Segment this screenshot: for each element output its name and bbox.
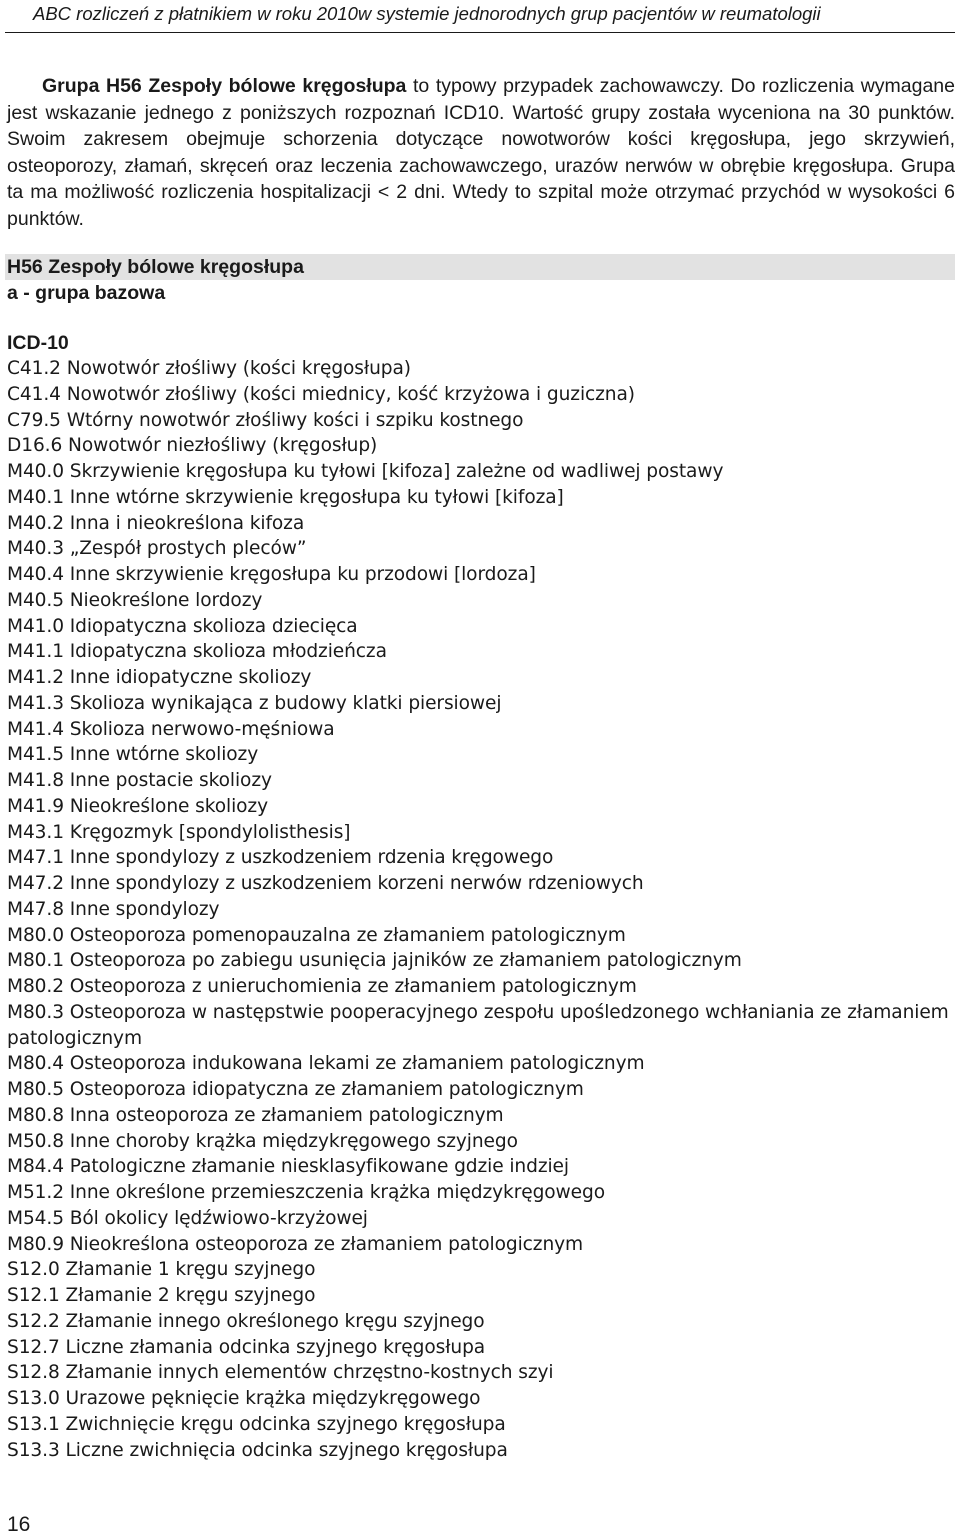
icd-code-item: S12.2 Złamanie innego określonego kręgu szyjnego: [7, 1310, 485, 1332]
icd-code-item: M84.4 Patologiczne złamanie niesklasyfikowane gdzie indziej: [7, 1156, 569, 1178]
section-title: H56 Zespoły bólowe kręgosłupa: [7, 256, 304, 278]
icd-code-item: M41.5 Inne wtórne skoliozy: [7, 744, 259, 766]
header-rule: [5, 32, 955, 33]
icd-code-item: M40.5 Nieokreślone lordozy: [7, 589, 263, 611]
icd-code-item: M41.2 Inne idiopatyczne skoliozy: [7, 667, 312, 688]
icd-code-item: M54.5 Ból okolicy lędźwiowo-krzyżowej: [7, 1207, 368, 1229]
icd-code-item: M80.2 Osteoporoza z unieruchomienia ze złamaniem patologicznym: [7, 976, 637, 997]
icd-code-list: [7, 356, 957, 1463]
icd-code-item: M80.1 Osteoporoza po zabiegu usunięcia jajników ze złamaniem patologicznym: [7, 950, 742, 972]
intro-paragraph: [7, 73, 955, 233]
icd-code-item: M80.4 Osteoporoza indukowana lekami ze złamaniem patologicznym: [7, 1053, 645, 1075]
icd-code-item: S13.0 Urazowe pęknięcie krążka międzykręgowego: [7, 1388, 481, 1409]
icd-code-item: M40.1 Inne wtórne skrzywienie kręgosłupa ku tyłowi [kifoza]: [7, 486, 564, 508]
icd-code-item: S13.1 Zwichnięcie kręgu odcinka szyjnego kręgosłupa: [7, 1413, 506, 1435]
icd-code-item: M40.3 „Zespół prostych pleców”: [7, 538, 307, 560]
running-header: ABC rozliczeń z płatnikiem w roku 2010w systemie jednorodnych grup pacjentów w reumatologii: [33, 3, 821, 24]
icd-code-item: S12.1 Złamanie 2 kręgu szyjnego: [7, 1285, 316, 1306]
icd-code-item: M40.0 Skrzywienie kręgosłupa ku tyłowi [kifoza] zależne od wadliwej postawy: [7, 461, 724, 482]
icd-code-item: M41.3 Skolioza wynikająca z budowy klatki piersiowej: [7, 692, 502, 714]
icd-code-item: M43.1 Kręgozmyk [spondylolisthesis]: [7, 821, 351, 843]
icd-code-item: M41.4 Skolioza nerwowo-męśniowa: [7, 718, 335, 740]
icd-code-item: M80.3 Osteoporoza w następstwie pooperacyjnego zespołu upośledzonego wchłaniania ze złamaniem patologicznym: [7, 1001, 949, 1049]
icd-code-item: C41.2 Nowotwór złośliwy (kości kręgosłupa): [7, 358, 411, 379]
icd-code-item: M47.1 Inne spondylozy z uszkodzeniem rdzenia kręgowego: [7, 847, 554, 869]
icd-code-item: C79.5 Wtórny nowotwór złośliwy kości i szpiku kostnego: [7, 409, 524, 431]
icd-code-item: M41.1 Idiopatyczna skolioza młodzieńcza: [7, 641, 387, 663]
icd-code-item: S12.7 Liczne złamania odcinka szyjnego kręgosłupa: [7, 1336, 486, 1358]
icd-code-item: M47.8 Inne spondylozy: [7, 898, 220, 920]
icd-code-item: M80.0 Osteoporoza pomenopauzalna ze złamaniem patologicznym: [7, 924, 626, 946]
icd-code-item: M80.5 Osteoporoza idiopatyczna ze złamaniem patologicznym: [7, 1079, 584, 1100]
intro-body: to typowy przypadek zachowawczy. Do rozliczenia wymagane jest wskazanie jednego z poniższych rozpoznań ICD10. Wartość grupy została wyceniona na 30 punktów. Swoim zakresem obejmuje schorzenia dotyczące nowotworów kości kręgosłupa, jego skrzywień, osteoporozy, złamań, skręceń oraz leczenia zachowawczego, urazów nerwów w obrębie kręgosłupa. Grupa ta ma możliwość rozliczenia hospitalizacji < 2 dni. Wtedy to szpital może otrzymać przychód w wysokości 6 punktów.: [7, 75, 955, 230]
icd-code-item: S12.0 Złamanie 1 kręgu szyjnego: [7, 1259, 316, 1281]
icd-code-item: M40.4 Inne skrzywienie kręgosłupa ku przodowi [lordoza]: [7, 564, 536, 585]
intro-lead-bold: Grupa H56 Zespoły bólowe kręgosłupa: [42, 75, 407, 97]
icd-code-item: M47.2 Inne spondylozy z uszkodzeniem korzeni nerwów rdzeniowych: [7, 873, 644, 894]
page-number: 16: [7, 1513, 31, 1536]
icd-code-item: M40.2 Inna i nieokreślona kifoza: [7, 512, 305, 534]
icd-heading: ICD-10: [7, 332, 69, 354]
icd-code-item: M50.8 Inne choroby krążka międzykręgowego szyjnego: [7, 1130, 518, 1152]
icd-code-item: M41.0 Idiopatyczna skolioza dziecięca: [7, 615, 358, 637]
icd-code-item: M41.9 Nieokreślone skoliozy: [7, 795, 268, 817]
icd-code-item: S12.8 Złamanie innych elementów chrzęstno-kostnych szyi: [7, 1362, 554, 1384]
icd-code-item: M80.8 Inna osteoporoza ze złamaniem patologicznym: [7, 1104, 504, 1126]
section-subtitle: a - grupa bazowa: [7, 282, 166, 304]
icd-code-item: D16.6 Nowotwór niezłośliwy (kręgosłup): [7, 435, 378, 457]
icd-code-item: M51.2 Inne określone przemieszczenia krążka międzykręgowego: [7, 1182, 605, 1203]
icd-code-item: M80.9 Nieokreślona osteoporoza ze złamaniem patologicznym: [7, 1233, 584, 1255]
icd-code-item: C41.4 Nowotwór złośliwy (kości miednicy, kość krzyżowa i guziczna): [7, 383, 635, 405]
icd-code-item: M41.8 Inne postacie skoliozy: [7, 770, 272, 791]
icd-code-item: S13.3 Liczne zwichnięcia odcinka szyjnego kręgosłupa: [7, 1439, 508, 1461]
